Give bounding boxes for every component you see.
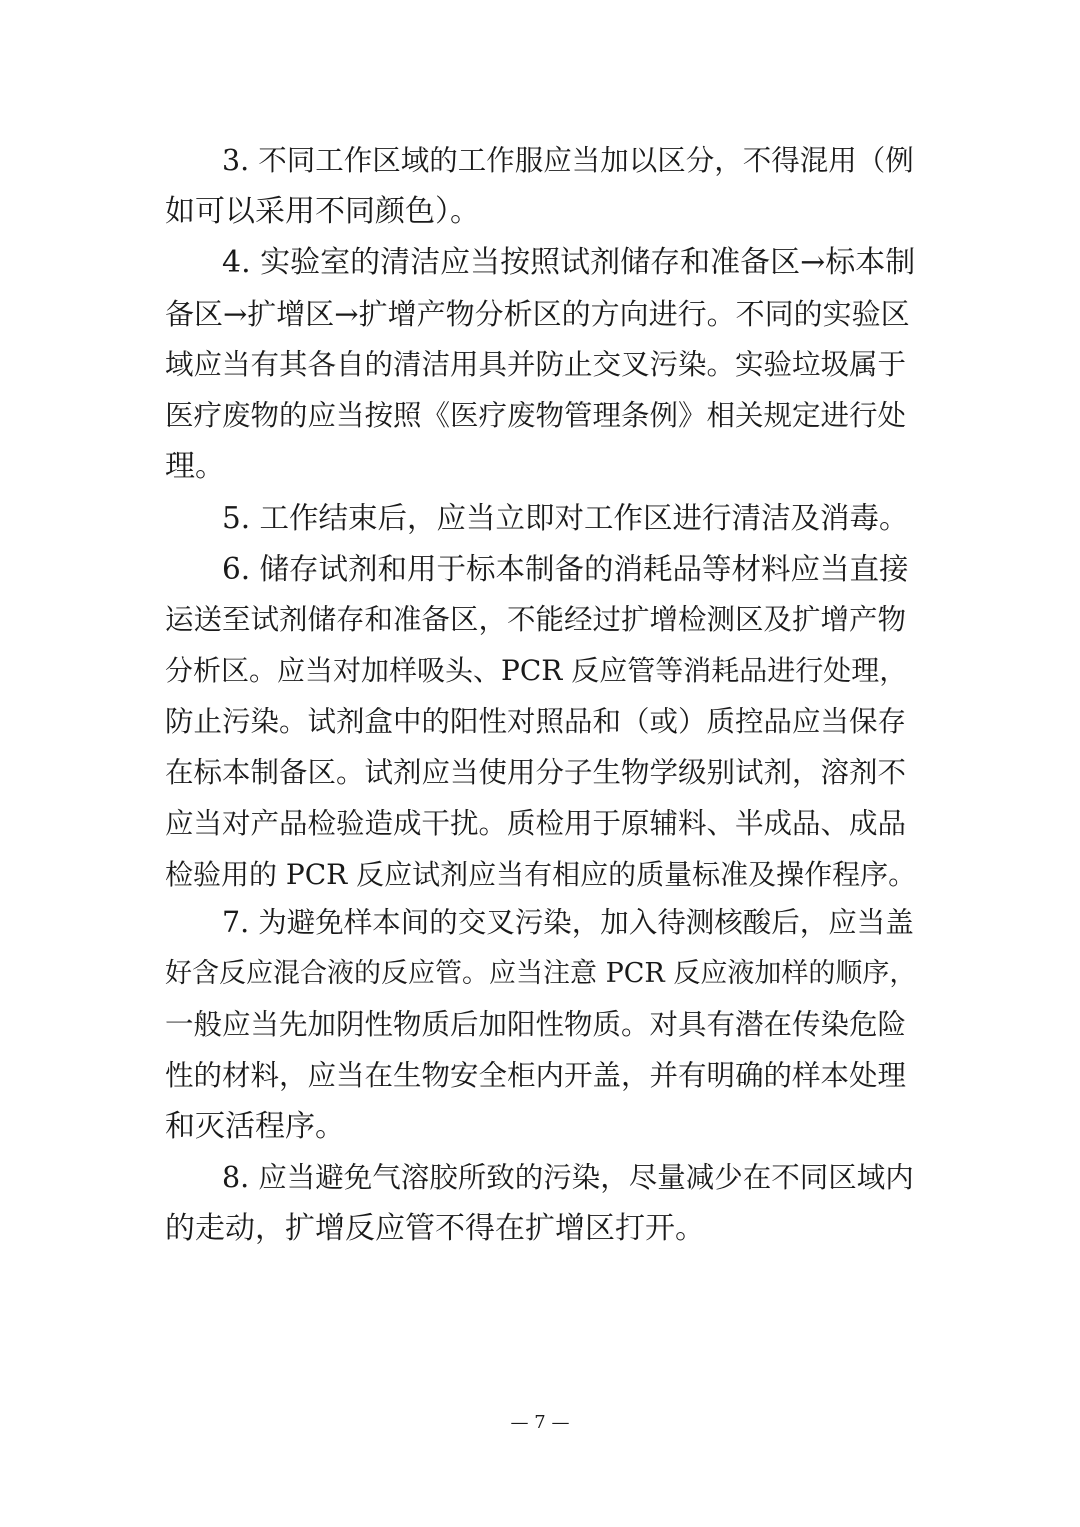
text-line: 好含反应混合液的反应管。应当注意 PCR 反应液加样的顺序， [165,958,917,989]
page-number: — 7 — [510,1412,570,1433]
text-line: 6. 储存试剂和用于标本制备的消耗品等材料应当直接 [222,552,909,586]
text-line: 性的材料，应当在生物安全柜内开盖，并有明确的样本处理 [165,1059,907,1092]
text-line: 8. 应当避免气溶胶所致的污染，尽量减少在不同区域内 [222,1161,914,1194]
text-line: 一般应当先加阴性物质后加阳性物质。对具有潜在传染危险 [165,1008,907,1041]
text-line: 分析区。应当对加样吸头、PCR 反应管等消耗品进行处理， [165,654,908,687]
text-line: 3. 不同工作区域的工作服应当加以区分，不得混用（例 [222,144,914,177]
text-line: 备区→扩增区→扩增产物分析区的方向进行。不同的实验区 [165,297,910,331]
text-line: 防止污染。试剂盒中的阳性对照品和（或）质控品应当保存 [165,705,907,738]
text-line: 7. 为避免样本间的交叉污染，加入待测核酸后，应当盖 [222,906,914,939]
text-line: 5. 工作结束后，应当立即对工作区进行清洁及消毒。 [222,501,909,535]
text-line: 的走动，扩增反应管不得在扩增区打开。 [165,1211,705,1246]
text-line: 检验用的 PCR 反应试剂应当有相应的质量标准及操作程序。 [165,858,917,891]
text-line: 如可以采用不同颜色）。 [165,194,480,229]
text-line: 4. 实验室的清洁应当按照试剂储存和准备区→标本制 [222,245,916,280]
text-line: 医疗废物的应当按照《医疗废物管理条例》相关规定进行处 [165,399,907,432]
text-line: 和灭活程序。 [165,1109,345,1144]
text-line: 在标本制备区。试剂应当使用分子生物学级别试剂，溶剂不 [165,756,907,789]
text-line: 应当对产品检验造成干扰。质检用于原辅料、半成品、成品 [165,807,907,840]
text-line: 理。 [165,449,225,484]
text-line: 运送至试剂储存和准备区，不能经过扩增检测区及扩增产物 [165,603,907,636]
text-line: 域应当有其各自的清洁用具并防止交叉污染。实验垃圾属于 [165,348,907,381]
